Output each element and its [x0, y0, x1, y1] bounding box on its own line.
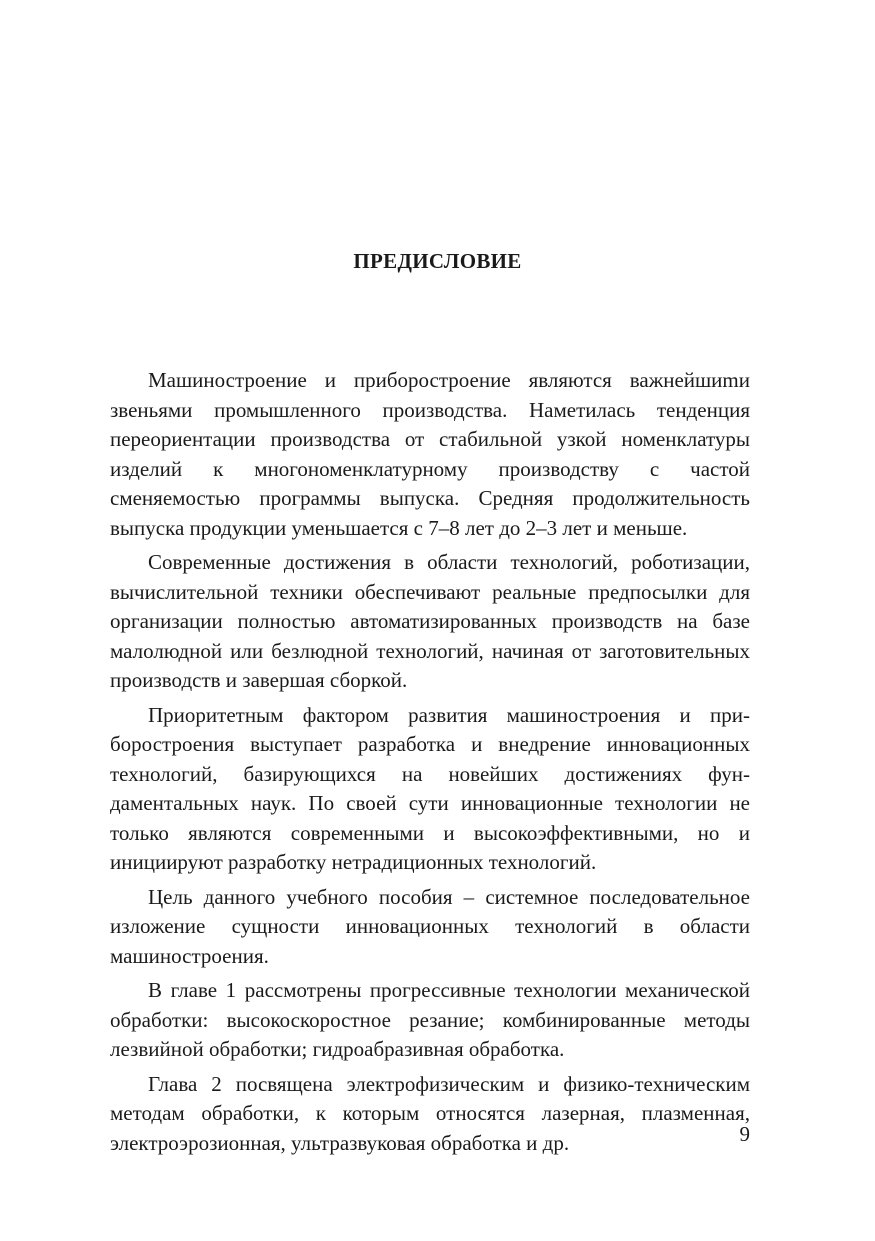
page-title: ПРЕДИСЛОВИЕ: [353, 249, 522, 273]
paragraph-6: Глава 2 посвящена электрофизическим и физико-техническим методам обработки, к которым относятся лазерная, плазменная, электроэрозионная, ультразвуковая обработка и др.: [110, 1071, 750, 1155]
paragraph-4: Цель данного учебного пособия – системное последовательное изложение сущности инновационных технологий в области машиностроения.: [110, 884, 750, 968]
paragraph-3: Приоритетным фактором развития машиностроения и приборостроения выступает разработка и внедрение инновационных технологий, базирующихся на новейших достижениях фундаментальных наук. По своей сути инновационные технологии не только являются современными и высокоэффективными, но и инициируют разработку нетрадиционных технологий.: [110, 702, 750, 874]
paragraph-2: Современные достижения в области технологий, роботизации, вычислительной техники обеспечивают реальные предпосылки для организации полностью автоматизированных производств на базе малолюдной или безлюдной технологий, начиная от заготовительных производств и завершая сборкой.: [110, 550, 750, 692]
page-number: 9: [739, 1122, 750, 1146]
paragraph-5: В главе 1 рассмотрены прогрессивные технологии механической обработки: высокоскоростное резание; комбинированные методы лезвийной обработки; гидроабразивная обработка.: [110, 978, 750, 1061]
body-text: [110, 366, 750, 1158]
paragraph-1: Машиностроение и приборостроение являются важнейшиmи звеньями промышленного производства. Наметилась тенденция переориентации производства от стабильной узкой номенклатуры изделий к многономенклатурному производству с частой сменяемостью программы выпуска. Средняя продолжительность выпуска продукции уменьшается с 7–8 лет до 2–3 лет и меньше.: [110, 368, 750, 540]
